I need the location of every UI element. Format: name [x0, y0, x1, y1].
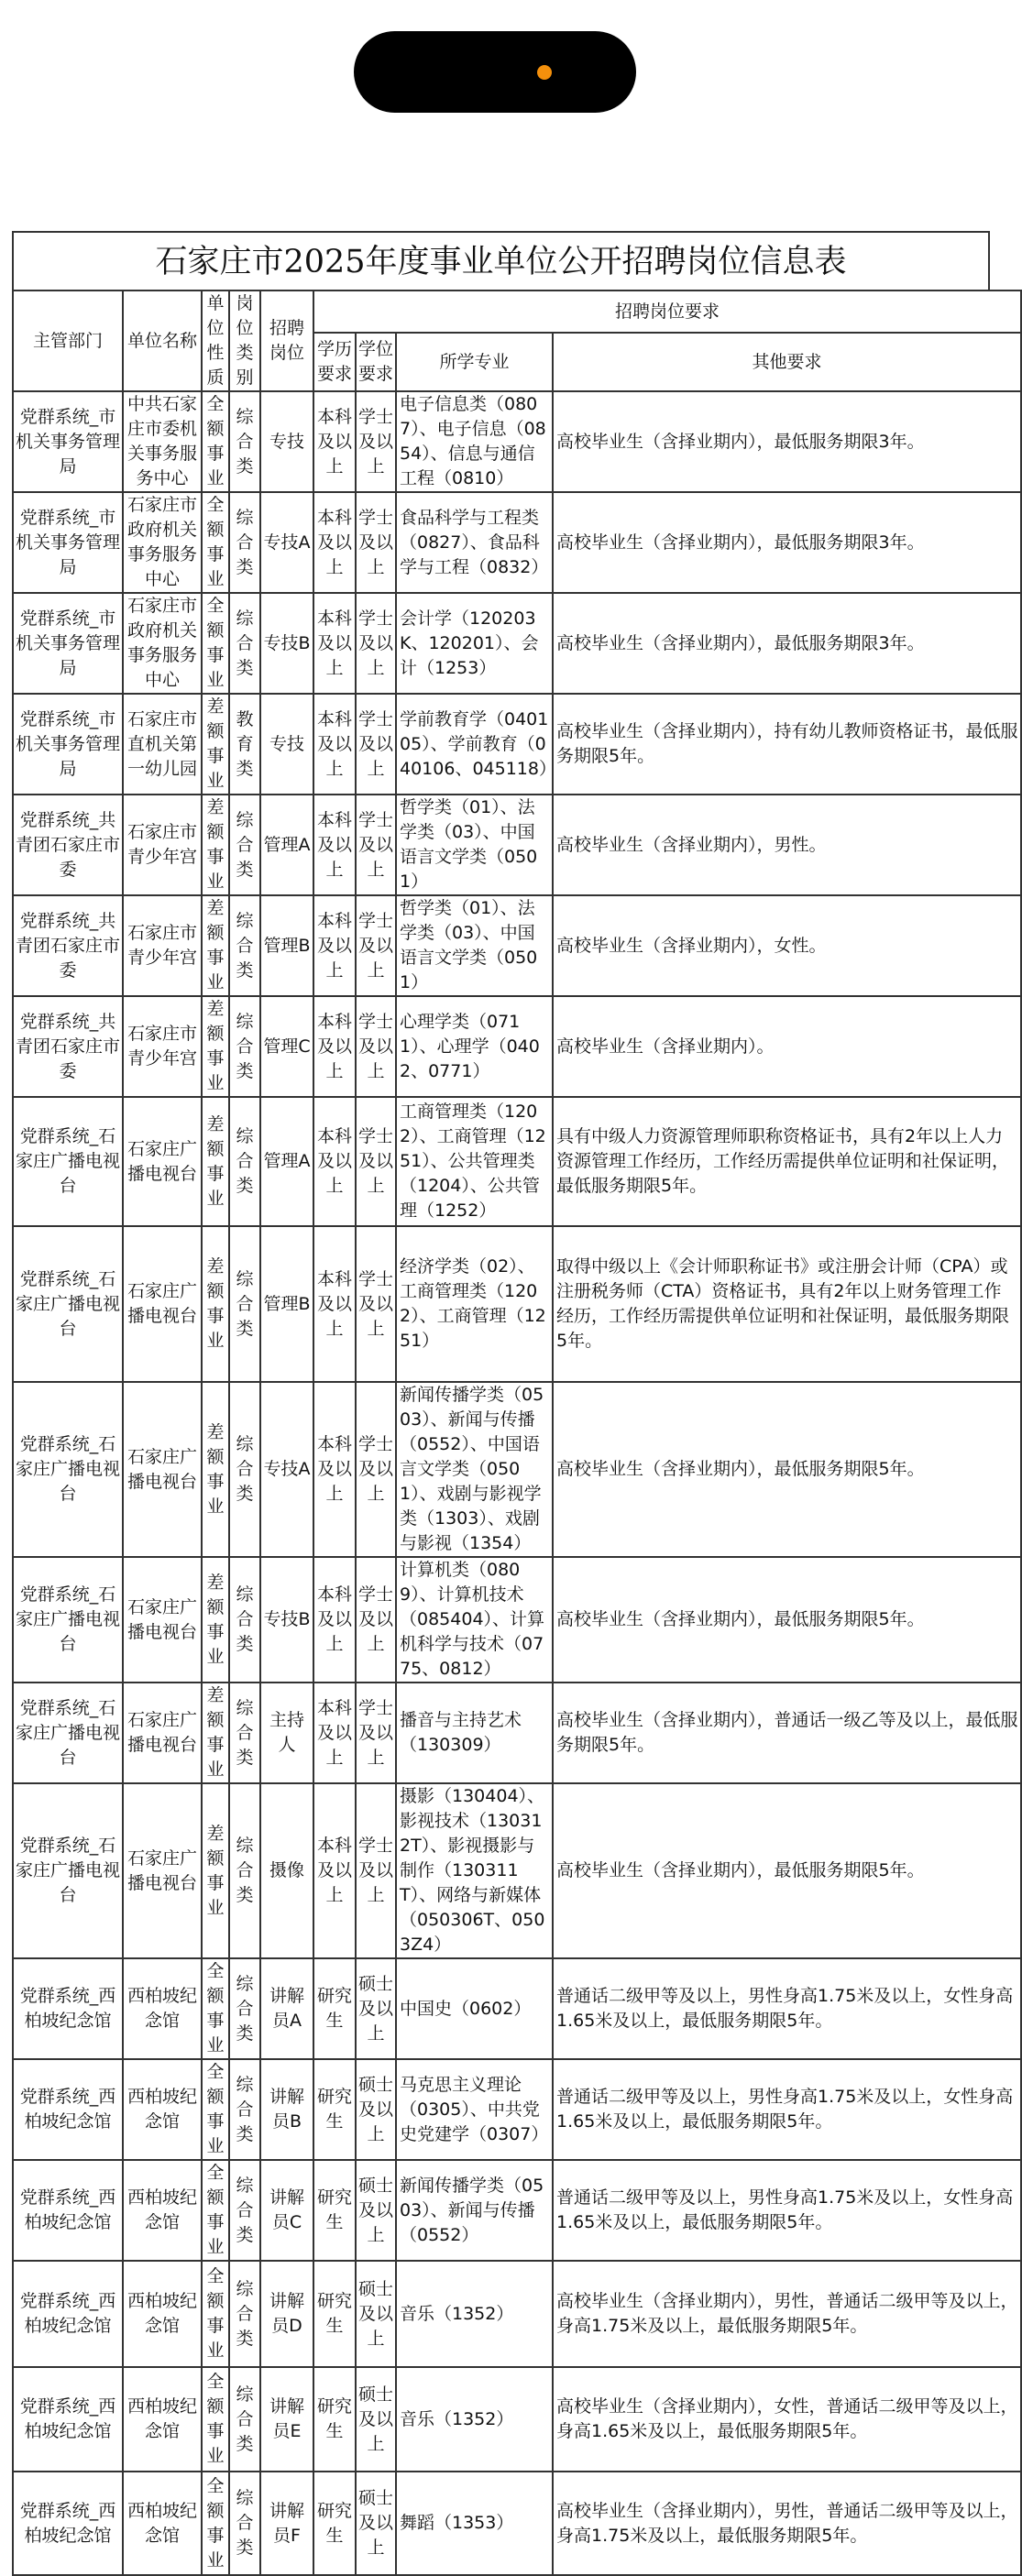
row-category: 综合类 [229, 2367, 260, 2472]
job-table [12, 290, 1022, 2576]
row-unit: 中共石家庄市委机关事务服务中心 [123, 391, 202, 492]
row-other: 普通话二级甲等及以上，男性身高1.75米及以上，女性身高1.65米及以上，最低服务期限5年。 [553, 1958, 1021, 2059]
row-post: 专技A [260, 1382, 313, 1557]
row-dept: 党群系统_共青团石家庄市委 [13, 996, 123, 1097]
row-post: 管理A [260, 795, 313, 895]
row-nature: 差额事业 [202, 1382, 229, 1557]
row-degree: 学士及以上 [356, 694, 396, 795]
row-category: 综合类 [229, 996, 260, 1097]
row-post: 主持人 [260, 1683, 313, 1783]
row-other: 高校毕业生（含择业期内），男性，普通话二级甲等及以上，身高1.75米及以上，最低服务期限5年。 [553, 2261, 1021, 2367]
row-category: 综合类 [229, 2059, 260, 2160]
row-unit: 石家庄市青少年宫 [123, 895, 202, 996]
row-dept: 党群系统_共青团石家庄市委 [13, 895, 123, 996]
row-other: 高校毕业生（含择业期内），最低服务期限5年。 [553, 1557, 1021, 1683]
row-category: 综合类 [229, 1097, 260, 1226]
table-row [13, 1557, 1021, 1683]
dynamic-island [354, 31, 636, 113]
row-dept: 党群系统_石家庄广播电视台 [13, 1382, 123, 1557]
row-nature: 全额事业 [202, 2059, 229, 2160]
row-category: 综合类 [229, 1382, 260, 1557]
row-unit: 西柏坡纪念馆 [123, 2261, 202, 2367]
row-other: 具有中级人力资源管理师职称资格证书，具有2年以上人力资源管理工作经历，工作经历需提供单位证明和社保证明，最低服务期限5年。 [553, 1097, 1021, 1226]
row-dept: 党群系统_石家庄广播电视台 [13, 1783, 123, 1958]
row-major: 舞蹈（1353） [396, 2472, 553, 2575]
row-degree: 学士及以上 [356, 1226, 396, 1382]
row-education: 本科及以上 [313, 895, 356, 996]
row-category: 综合类 [229, 1683, 260, 1783]
row-degree: 学士及以上 [356, 1097, 396, 1226]
row-degree: 硕士及以上 [356, 2059, 396, 2160]
header-dept: 主管部门 [13, 290, 123, 391]
row-degree: 学士及以上 [356, 1382, 396, 1557]
row-education: 本科及以上 [313, 1783, 356, 1958]
row-degree: 学士及以上 [356, 996, 396, 1097]
row-unit: 石家庄广播电视台 [123, 1557, 202, 1683]
row-nature: 全额事业 [202, 593, 229, 694]
row-dept: 党群系统_石家庄广播电视台 [13, 1097, 123, 1226]
row-nature: 全额事业 [202, 492, 229, 593]
table-row [13, 694, 1021, 795]
row-degree: 学士及以上 [356, 593, 396, 694]
row-nature: 差额事业 [202, 1683, 229, 1783]
row-other: 高校毕业生（含择业期内）。 [553, 996, 1021, 1097]
row-major: 哲学类（01）、法学类（03）、中国语言文学类（0501） [396, 895, 553, 996]
row-major: 中国史（0602） [396, 1958, 553, 2059]
row-degree: 学士及以上 [356, 1783, 396, 1958]
row-education: 研究生 [313, 2472, 356, 2575]
row-unit: 西柏坡纪念馆 [123, 2160, 202, 2261]
row-major: 新闻传播学类（0503）、新闻与传播（0552）、中国语言文学类（0501）、戏剧与影视学类（1303）、戏剧与影视（1354） [396, 1382, 553, 1557]
row-major: 音乐（1352） [396, 2261, 553, 2367]
row-unit: 石家庄市青少年宫 [123, 795, 202, 895]
row-nature: 差额事业 [202, 694, 229, 795]
row-degree: 硕士及以上 [356, 2367, 396, 2472]
row-education: 本科及以上 [313, 694, 356, 795]
row-category: 综合类 [229, 1783, 260, 1958]
row-nature: 差额事业 [202, 895, 229, 996]
row-unit: 西柏坡纪念馆 [123, 2367, 202, 2472]
row-education: 本科及以上 [313, 492, 356, 593]
row-post: 专技B [260, 593, 313, 694]
row-other: 高校毕业生（含择业期内），女性。 [553, 895, 1021, 996]
row-dept: 党群系统_西柏坡纪念馆 [13, 2472, 123, 2575]
table-row [13, 895, 1021, 996]
row-major: 新闻传播学类（0503）、新闻与传播（0552） [396, 2160, 553, 2261]
row-other: 高校毕业生（含择业期内），持有幼儿教师资格证书，最低服务期限5年。 [553, 694, 1021, 795]
row-category: 综合类 [229, 795, 260, 895]
row-nature: 差额事业 [202, 1783, 229, 1958]
row-dept: 党群系统_西柏坡纪念馆 [13, 2261, 123, 2367]
row-other: 普通话二级甲等及以上，男性身高1.75米及以上，女性身高1.65米及以上，最低服务期限5年。 [553, 2059, 1021, 2160]
row-degree: 硕士及以上 [356, 2472, 396, 2575]
table-row [13, 795, 1021, 895]
row-nature: 全额事业 [202, 2160, 229, 2261]
row-post: 管理C [260, 996, 313, 1097]
row-dept: 党群系统_石家庄广播电视台 [13, 1557, 123, 1683]
row-category: 综合类 [229, 593, 260, 694]
row-other: 高校毕业生（含择业期内），普通话一级乙等及以上，最低服务期限5年。 [553, 1683, 1021, 1783]
row-other: 高校毕业生（含择业期内），最低服务期限3年。 [553, 593, 1021, 694]
row-other: 高校毕业生（含择业期内），男性，普通话二级甲等及以上，身高1.75米及以上，最低服务期限5年。 [553, 2472, 1021, 2575]
row-category: 综合类 [229, 391, 260, 492]
row-post: 讲解员C [260, 2160, 313, 2261]
row-other: 高校毕业生（含择业期内），最低服务期限5年。 [553, 1783, 1021, 1958]
row-degree: 学士及以上 [356, 1683, 396, 1783]
row-post: 讲解员D [260, 2261, 313, 2367]
row-education: 本科及以上 [313, 593, 356, 694]
row-education: 研究生 [313, 2261, 356, 2367]
header-nature: 单位性质 [202, 290, 229, 391]
document-sheet [12, 231, 1020, 2571]
row-degree: 硕士及以上 [356, 1958, 396, 2059]
header-education: 学历要求 [313, 333, 356, 391]
row-dept: 党群系统_石家庄广播电视台 [13, 1226, 123, 1382]
row-post: 管理A [260, 1097, 313, 1226]
row-unit: 西柏坡纪念馆 [123, 2472, 202, 2575]
row-nature: 全额事业 [202, 2367, 229, 2472]
row-education: 本科及以上 [313, 391, 356, 492]
row-major: 食品科学与工程类（0827）、食品科学与工程（0832） [396, 492, 553, 593]
row-degree: 学士及以上 [356, 1557, 396, 1683]
row-dept: 党群系统_市机关事务管理局 [13, 694, 123, 795]
row-degree: 学士及以上 [356, 391, 396, 492]
row-education: 本科及以上 [313, 996, 356, 1097]
row-degree: 硕士及以上 [356, 2261, 396, 2367]
row-post: 讲解员A [260, 1958, 313, 2059]
row-post: 专技A [260, 492, 313, 593]
page-title: 石家庄市2025年度事业单位公开招聘岗位信息表 [12, 231, 990, 290]
row-education: 本科及以上 [313, 1226, 356, 1382]
row-dept: 党群系统_西柏坡纪念馆 [13, 2059, 123, 2160]
row-major: 计算机类（0809）、计算机技术（085404）、计算机科学与技术（0775、0812） [396, 1557, 553, 1683]
row-major: 摄影（130404）、影视技术（130312T）、影视摄影与制作（130311T）、网络与新媒体（050306T、0503Z4） [396, 1783, 553, 1958]
row-education: 本科及以上 [313, 1097, 356, 1226]
row-dept: 党群系统_市机关事务管理局 [13, 593, 123, 694]
row-education: 研究生 [313, 2059, 356, 2160]
row-unit: 石家庄市政府机关事务服务中心 [123, 593, 202, 694]
row-education: 本科及以上 [313, 1382, 356, 1557]
row-major: 学前教育学（040105）、学前教育（040106、045118） [396, 694, 553, 795]
row-degree: 硕士及以上 [356, 2160, 396, 2261]
row-post: 专技 [260, 694, 313, 795]
table-row [13, 2367, 1021, 2472]
row-education: 研究生 [313, 1958, 356, 2059]
row-category: 综合类 [229, 2472, 260, 2575]
row-dept: 党群系统_西柏坡纪念馆 [13, 2367, 123, 2472]
row-major: 工商管理类（1202）、工商管理（1251）、公共管理类（1204）、公共管理（1252） [396, 1097, 553, 1226]
recording-indicator-icon [537, 65, 552, 80]
table-row [13, 391, 1021, 492]
header-degree: 学位要求 [356, 333, 396, 391]
row-nature: 差额事业 [202, 996, 229, 1097]
row-major: 经济学类（02）、工商管理类（1202）、工商管理（1251） [396, 1226, 553, 1382]
row-category: 综合类 [229, 1958, 260, 2059]
table-row [13, 996, 1021, 1097]
table-row [13, 1683, 1021, 1783]
row-other: 普通话二级甲等及以上，男性身高1.75米及以上，女性身高1.65米及以上，最低服务期限5年。 [553, 2160, 1021, 2261]
row-unit: 石家庄广播电视台 [123, 1683, 202, 1783]
row-category: 教育类 [229, 694, 260, 795]
row-nature: 全额事业 [202, 2261, 229, 2367]
table-row [13, 593, 1021, 694]
row-unit: 石家庄广播电视台 [123, 1382, 202, 1557]
header-other: 其他要求 [553, 333, 1021, 391]
table-row [13, 2160, 1021, 2261]
row-education: 本科及以上 [313, 1683, 356, 1783]
row-dept: 党群系统_市机关事务管理局 [13, 492, 123, 593]
row-other: 高校毕业生（含择业期内），最低服务期限3年。 [553, 391, 1021, 492]
row-other: 高校毕业生（含择业期内），最低服务期限3年。 [553, 492, 1021, 593]
row-post: 管理B [260, 1226, 313, 1382]
row-unit: 石家庄广播电视台 [123, 1097, 202, 1226]
row-degree: 学士及以上 [356, 795, 396, 895]
table-row [13, 1226, 1021, 1382]
table-row [13, 492, 1021, 593]
row-unit: 石家庄广播电视台 [123, 1783, 202, 1958]
row-degree: 学士及以上 [356, 492, 396, 593]
row-category: 综合类 [229, 2160, 260, 2261]
row-major: 音乐（1352） [396, 2367, 553, 2472]
row-major: 会计学（120203K、120201）、会计（1253） [396, 593, 553, 694]
header-category: 岗位类别 [229, 290, 260, 391]
row-education: 研究生 [313, 2160, 356, 2261]
row-post: 摄像 [260, 1783, 313, 1958]
row-major: 心理学类（0711）、心理学（0402、0771） [396, 996, 553, 1097]
row-major: 哲学类（01）、法学类（03）、中国语言文学类（0501） [396, 795, 553, 895]
header-unit: 单位名称 [123, 290, 202, 391]
row-nature: 全额事业 [202, 1958, 229, 2059]
row-other: 取得中级以上《会计师职称证书》或注册会计师（CPA）或注册税务师（CTA）资格证书，具有2年以上财务管理工作经历，工作经历需提供单位证明和社保证明，最低服务期限5年。 [553, 1226, 1021, 1382]
row-post: 管理B [260, 895, 313, 996]
row-nature: 差额事业 [202, 1557, 229, 1683]
header-requirements: 招聘岗位要求 [313, 290, 1021, 333]
row-major: 播音与主持艺术（130309） [396, 1683, 553, 1783]
row-nature: 全额事业 [202, 2472, 229, 2575]
table-row [13, 1097, 1021, 1226]
row-education: 研究生 [313, 2367, 356, 2472]
row-unit: 石家庄市直机关第一幼儿园 [123, 694, 202, 795]
row-nature: 差额事业 [202, 795, 229, 895]
row-category: 综合类 [229, 492, 260, 593]
row-degree: 学士及以上 [356, 895, 396, 996]
row-dept: 党群系统_石家庄广播电视台 [13, 1683, 123, 1783]
table-row [13, 1382, 1021, 1557]
row-other: 高校毕业生（含择业期内），男性。 [553, 795, 1021, 895]
row-dept: 党群系统_市机关事务管理局 [13, 391, 123, 492]
row-dept: 党群系统_西柏坡纪念馆 [13, 2160, 123, 2261]
row-education: 本科及以上 [313, 795, 356, 895]
row-category: 综合类 [229, 1226, 260, 1382]
row-category: 综合类 [229, 2261, 260, 2367]
row-unit: 西柏坡纪念馆 [123, 1958, 202, 2059]
row-other: 高校毕业生（含择业期内），最低服务期限5年。 [553, 1382, 1021, 1557]
row-dept: 党群系统_西柏坡纪念馆 [13, 1958, 123, 2059]
row-post: 讲解员F [260, 2472, 313, 2575]
row-post: 专技B [260, 1557, 313, 1683]
table-row [13, 2472, 1021, 2575]
row-unit: 西柏坡纪念馆 [123, 2059, 202, 2160]
row-post: 讲解员B [260, 2059, 313, 2160]
row-category: 综合类 [229, 895, 260, 996]
row-dept: 党群系统_共青团石家庄市委 [13, 795, 123, 895]
row-education: 本科及以上 [313, 1557, 356, 1683]
header-post: 招聘岗位 [260, 290, 313, 391]
row-unit: 石家庄市政府机关事务服务中心 [123, 492, 202, 593]
row-unit: 石家庄广播电视台 [123, 1226, 202, 1382]
row-major: 电子信息类（0807）、电子信息（0854）、信息与通信工程（0810） [396, 391, 553, 492]
row-other: 高校毕业生（含择业期内），女性，普通话二级甲等及以上，身高1.65米及以上，最低服务期限5年。 [553, 2367, 1021, 2472]
header-major: 所学专业 [396, 333, 553, 391]
row-post: 专技 [260, 391, 313, 492]
row-category: 综合类 [229, 1557, 260, 1683]
row-nature: 差额事业 [202, 1226, 229, 1382]
table-row [13, 1783, 1021, 1958]
table-row [13, 2261, 1021, 2367]
table-row [13, 1958, 1021, 2059]
row-major: 马克思主义理论（0305）、中共党史党建学（0307） [396, 2059, 553, 2160]
row-unit: 石家庄市青少年宫 [123, 996, 202, 1097]
row-nature: 全额事业 [202, 391, 229, 492]
row-nature: 差额事业 [202, 1097, 229, 1226]
row-post: 讲解员E [260, 2367, 313, 2472]
table-row [13, 2059, 1021, 2160]
